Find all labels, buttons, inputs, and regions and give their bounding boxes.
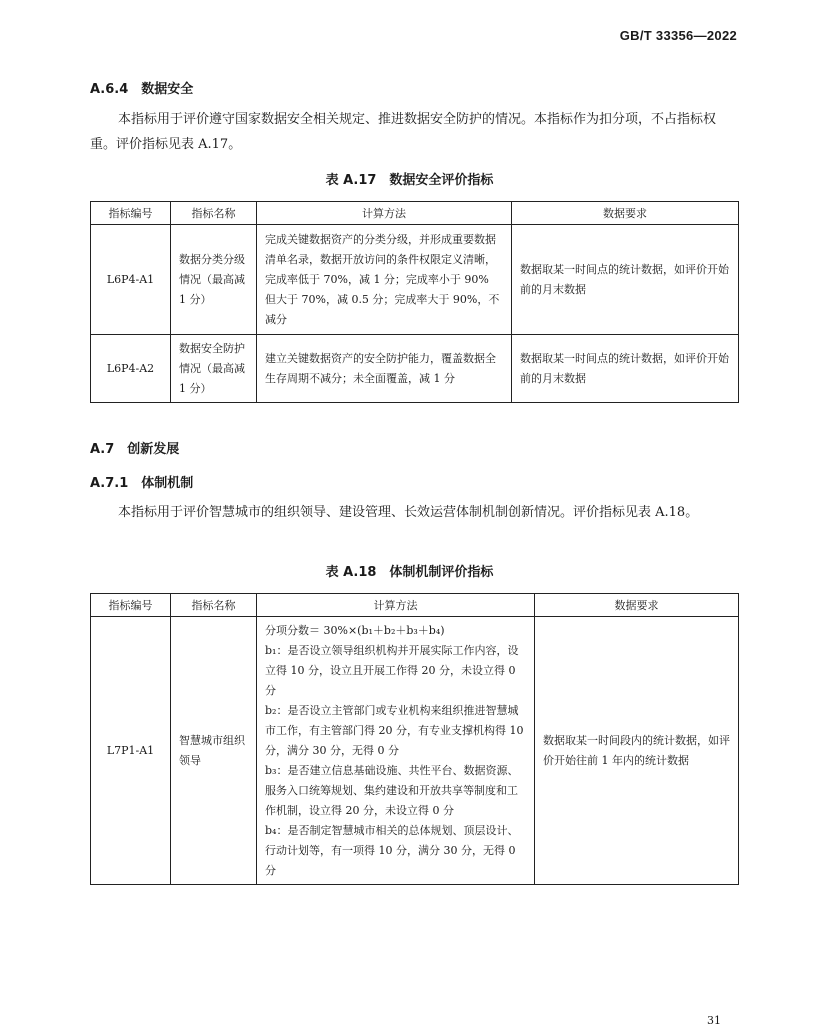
col-header-name: 指标名称	[171, 594, 257, 617]
method-line-b1: b₁：是否设立领导组织机构并开展实际工作内容，设立得 10 分，设立且开展工作得 20 分，未设立得 0 分	[265, 643, 519, 697]
col-header-name: 指标名称	[171, 202, 257, 225]
cell-name: 数据安全防护情况（最高减 1 分）	[171, 335, 257, 403]
cell-name: 智慧城市组织领导	[171, 617, 257, 885]
page-number: 31	[707, 1014, 721, 1027]
cell-name: 数据分类分级情况（最高减 1 分）	[171, 225, 257, 335]
table-row	[91, 225, 739, 335]
cell-code: L6P4-A2	[91, 335, 171, 403]
cell-code: L7P1-A1	[91, 617, 171, 885]
method-line-b3: b₃：是否建立信息基础设施、共性平台、数据资源、服务入口统筹规划、集约建设和开放共享等制度和工作机制，设立得 20 分，未设立得 0 分	[265, 763, 519, 817]
cell-requirement: 数据取某一时间点的统计数据，如评价开始前的月末数据	[512, 335, 739, 403]
table-a18	[90, 593, 739, 885]
method-line-b2: b₂：是否设立主管部门或专业机构来组织推进智慧城市工作，有主管部门得 20 分，有专业支撑机构得 10 分，满分 30 分，无得 0 分	[265, 703, 524, 757]
section-heading-a7: A.7 创新发展	[90, 442, 180, 457]
col-header-requirement: 数据要求	[535, 594, 739, 617]
section-a64-paragraph: 本指标用于评价遵守国家数据安全相关规定、推进数据安全防护的情况。本指标作为扣分项，不占指标权重。评价指标见表 A.17。	[90, 112, 717, 152]
table-a17-caption: 表 A.17 数据安全评价指标	[325, 173, 494, 188]
cell-method	[257, 617, 535, 885]
standard-code: GB/T 33356—2022	[619, 28, 737, 43]
section-heading-a64: A.6.4 数据安全	[90, 82, 194, 97]
method-line-formula: 分项分数＝ 30%×(b₁＋b₂＋b₃＋b₄)	[265, 623, 445, 637]
table-row	[91, 617, 739, 885]
method-line-b4: b₄：是否制定智慧城市相关的总体规划、顶层设计、行动计划等，有一项得 10 分，满分 30 分，无得 0 分	[265, 823, 519, 877]
cell-code: L6P4-A1	[91, 225, 171, 335]
cell-requirement: 数据取某一时间点的统计数据，如评价开始前的月末数据	[512, 225, 739, 335]
table-a17	[90, 201, 739, 403]
cell-method: 完成关键数据资产的分类分级，并形成重要数据清单名录，数据开放访问的条件权限定义清晰，完成率低于 70%，减 1 分；完成率小于 90% 但大于 70%，减 0.5 分；完成率大于 90%，不减分	[257, 225, 512, 335]
cell-method: 建立关键数据资产的安全防护能力，覆盖数据全生存周期不减分；未全面覆盖，减 1 分	[257, 335, 512, 403]
table-row	[91, 335, 739, 403]
col-header-method: 计算方法	[257, 594, 535, 617]
cell-requirement: 数据取某一时间段内的统计数据，如评价开始往前 1 年内的统计数据	[535, 617, 739, 885]
col-header-method: 计算方法	[257, 202, 512, 225]
table-a18-caption: 表 A.18 体制机制评价指标	[325, 565, 494, 580]
col-header-code: 指标编号	[91, 202, 171, 225]
table-header-row	[91, 594, 739, 617]
section-heading-a71: A.7.1 体制机制	[90, 476, 194, 491]
col-header-code: 指标编号	[91, 594, 171, 617]
section-a71-paragraph: 本指标用于评价智慧城市的组织领导、建设管理、长效运营体制机制创新情况。评价指标见表 A.18。	[118, 505, 699, 520]
col-header-requirement: 数据要求	[512, 202, 739, 225]
table-header-row	[91, 202, 739, 225]
